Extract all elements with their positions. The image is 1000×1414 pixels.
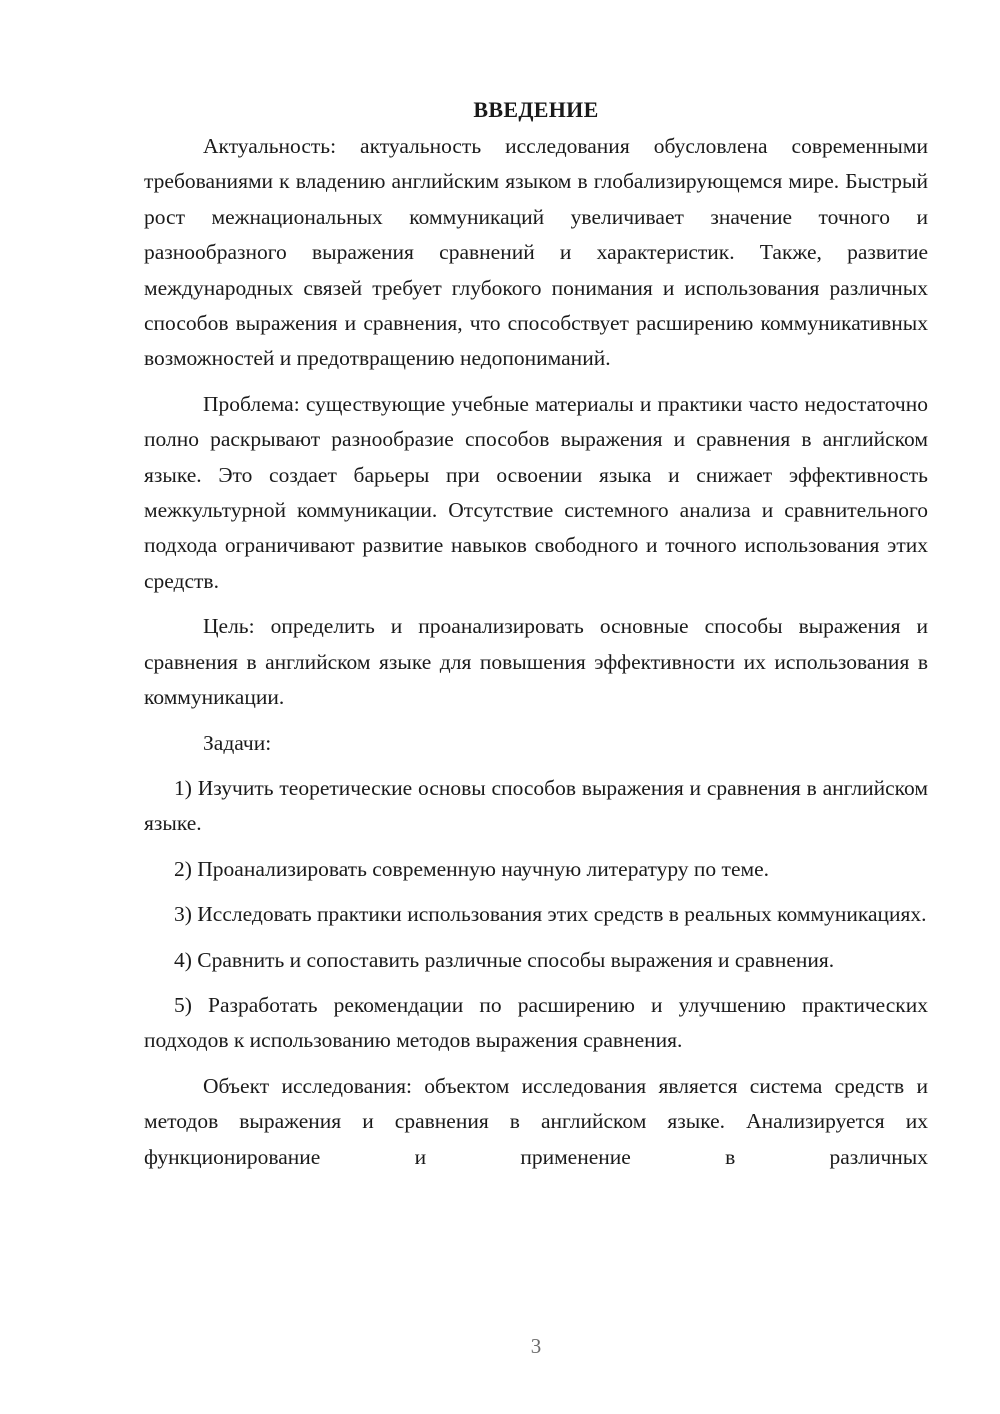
task-item-1: 1) Изучить теоретические основы способов выражения и сравнения в английском языке. <box>144 775 928 836</box>
paragraph-relevance: Актуальность: актуальность исследования обусловлена современными требованиями к владению английским языком в глобализирующемся мире. Быстрый рост межнациональных коммуникаций увеличивает значение точного и разнообразного выражения сравнений и характеристик. Также, развитие международных связей требует глубокого понимания и использования различных способов выражения и сравнения, что способствует расширению коммуникативных возможностей и предотвращению недопониманий. <box>144 134 928 371</box>
paragraph-tasks-heading: Задачи: <box>203 730 272 755</box>
paragraph-goal: Цель: определить и проанализировать основные способы выражения и сравнения в английском языке для повышения эффективности их использования в коммуникации. <box>144 614 928 710</box>
document-page <box>144 95 928 1185</box>
page-number: 3 <box>530 1334 542 1358</box>
task-item-4: 4) Сравнить и сопоставить различные способы выражения и сравнения. <box>174 947 835 972</box>
task-item-5: 5) Разработать рекомендации по расширению и улучшению практических подходов к использованию методов выражения сравнения. <box>144 992 928 1053</box>
page-title: ВВЕДЕНИЕ <box>473 97 599 122</box>
paragraph-problem: Проблема: существующие учебные материалы и практики часто недостаточно полно раскрывают разнообразие способов выражения и сравнения в английском языке. Это создает барьеры при освоении языка и снижает эффективность межкультурной коммуникации. Отсутствие системного анализа и сравнительного подхода ограничивают развитие навыков свободного и точного использования этих средств. <box>144 391 928 593</box>
paragraph-object: Объект исследования: объектом исследования является система средств и методов выражения и сравнения в английском языке. Анализируется их функционирование и применение в различных <box>144 1073 928 1169</box>
task-item-3: 3) Исследовать практики использования этих средств в реальных коммуникациях. <box>174 902 927 927</box>
task-item-2: 2) Проанализировать современную научную литературу по теме. <box>174 856 770 881</box>
